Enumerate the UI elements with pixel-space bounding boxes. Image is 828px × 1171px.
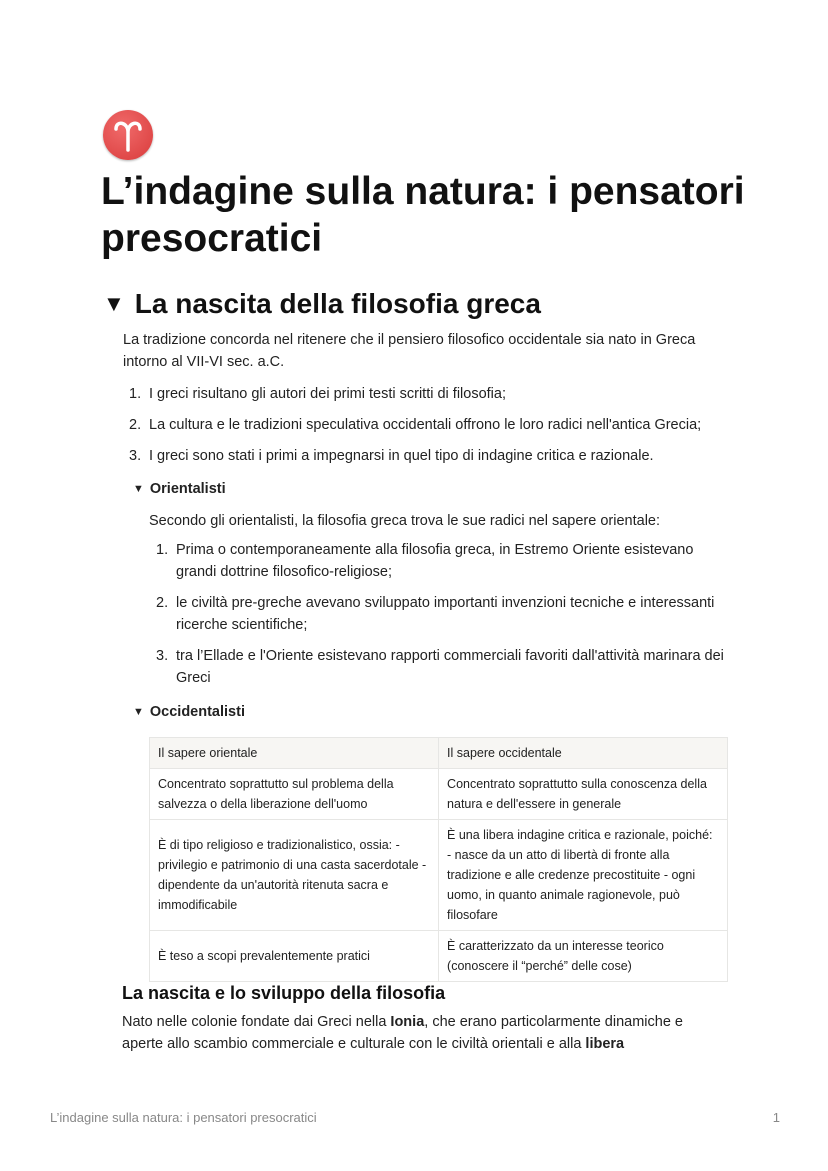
triangle-down-icon: ▼ [103, 291, 125, 316]
intro-paragraph: La tradizione concorda nel ritenere che il pensiero filosofico occidentale sia nato in Greca intorno al VII-VI sec. a.C. [123, 332, 696, 370]
subsection-heading: La nascita e lo sviluppo della filosofia [122, 983, 446, 1003]
page-number: 1 [772, 1110, 780, 1125]
table-row [150, 820, 728, 931]
triangle-down-icon: ▼ [133, 483, 144, 495]
table-cell: Concentrato soprattutto sulla conoscenza della natura e dell'essere in generale [439, 769, 728, 820]
table-header-row [150, 738, 728, 769]
triangle-down-icon: ▼ [133, 706, 144, 718]
list-item: 3. tra l’Ellade e l'Oriente esistevano rapporti commerciali favoriti dall'attività marinara dei Greci [156, 648, 724, 686]
page-footer [50, 1110, 780, 1125]
orientalisti-intro: Secondo gli orientalisti, la filosofia greca trova le sue radici nel sapere orientale: [149, 513, 661, 529]
list-item: 1. Prima o contemporaneamente alla filosofia greca, in Estremo Oriente esistevano grandi dottrine filosofico-religiose; [156, 542, 694, 580]
occidentalisti-heading: Occidentalisti [149, 704, 245, 720]
list-item: 2. le civiltà pre-greche avevano sviluppato importanti invenzioni tecniche e interessanti ricerche scientifiche; [156, 595, 715, 633]
section-toggle[interactable] [103, 286, 541, 322]
table-header-cell: Il sapere orientale [150, 738, 439, 769]
section-heading: La nascita della filosofia greca [134, 288, 541, 319]
list-item: 1. I greci risultano gli autori dei primi testi scritti di filosofia; [129, 386, 506, 402]
aries-icon [103, 110, 153, 160]
orientalisti-toggle[interactable] [133, 478, 226, 500]
footer-title: L’indagine sulla natura: i pensatori presocratici [50, 1110, 317, 1125]
list-item: 3. I greci sono stati i primi a impegnarsi in quel tipo di indagine critica e razionale. [129, 448, 654, 464]
orientalisti-list [150, 539, 730, 698]
occidentalisti-toggle[interactable] [133, 701, 245, 723]
table-cell: È una libera indagine critica e razionale, poiché: - nasce da un atto di libertà di fronte alla tradizione e alle credenze precostituite - ogni uomo, in quanto animale ragionevole, può filosofare [439, 820, 728, 931]
table-cell: È di tipo religioso e tradizionalistico, ossia: - privilegio e patrimonio di una casta sacerdotale - dipendente da un'autorità ritenuta sacra e immodificabile [150, 820, 439, 931]
list-item: 2. La cultura e le tradizioni speculativa occidentali offrono le loro radici nell'antica Grecia; [129, 417, 702, 433]
table-cell: È caratterizzato da un interesse teorico (conoscere il “perché” delle cose) [439, 931, 728, 982]
table-cell: Concentrato soprattutto sul problema della salvezza o della liberazione dell'uomo [150, 769, 439, 820]
table-row [150, 931, 728, 982]
table-row [150, 769, 728, 820]
main-list [123, 383, 743, 476]
table-cell: È teso a scopi prevalentemente pratici [150, 931, 439, 982]
table-header-cell: Il sapere occidentale [439, 738, 728, 769]
page-title: L’indagine sulla natura: i pensatori presocratici [101, 170, 745, 260]
orientalisti-heading: Orientalisti [149, 481, 226, 497]
subsection-paragraph: Nato nelle colonie fondate dai Greci nella Ionia, che erano particolarmente dinamiche e aperte allo scambio commerciale e culturale con le civiltà orientali e alla libera [122, 1014, 683, 1052]
comparison-table [149, 737, 728, 982]
